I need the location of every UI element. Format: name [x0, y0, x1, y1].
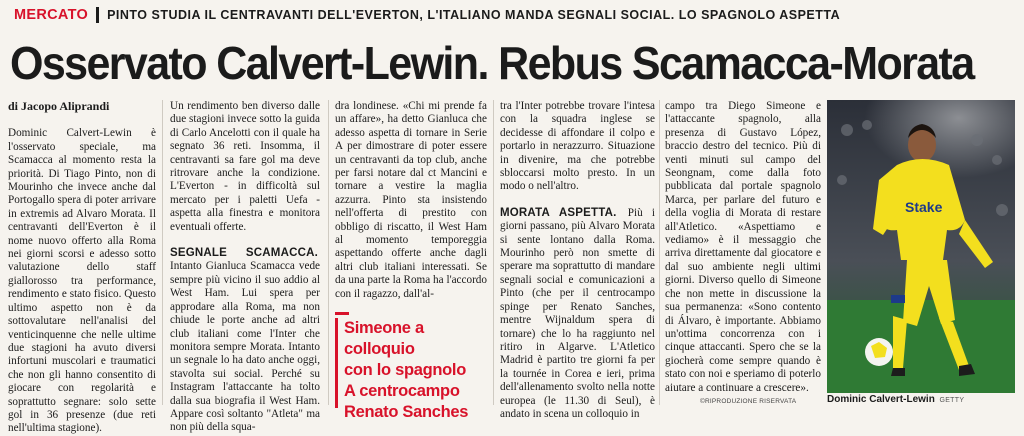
caption-name: Dominic Calvert-Lewin — [827, 394, 935, 405]
article-column-2 — [170, 100, 320, 435]
pull-quote-box — [335, 318, 487, 421]
article-column-1 — [8, 100, 156, 436]
paragraph-text: Intanto Gianluca Scamacca vede sempre più vicino il suo addio al West Ham. Lui spera per approdare alla Roma, ma non chiude le porte anche ad altri club italiani come l'Inter che monitora sempre Morata. Intanto un segnale lo ha dato anche oggi, stavolta sui social. Perché su Instagram l'attaccante ha tolto dalla sua biografia il West Ham. Appare così soltanto "Atleta" ma non più della squa- — [170, 260, 320, 434]
kicker-bar — [0, 0, 1024, 30]
pull-quote-line: Renato Sanches — [344, 403, 469, 421]
headline: Osservato Calvert-Lewin. Rebus Scamacca-Morata — [10, 38, 974, 90]
article-column-5 — [665, 100, 821, 395]
paragraph: Un rendimento ben diverso dalle due stagioni invece sotto la guida di Carlo Ancelotti con il quale ha segnato 36 reti. Insomma, il centravanti sa fare gol ma deve ritrovare anche la condizione. L'Everton - in difficoltà sul mercato per i paletti Uefa - aspetta alla finestra e monitora eventuali offerte. — [170, 100, 320, 233]
subhead: MORATA ASPETTA. — [500, 206, 617, 219]
pull-quote-line: con lo spagnolo — [344, 361, 466, 379]
pull-quote-line: Simeone a colloquio — [344, 319, 424, 358]
paragraph: Dominic Calvert-Lewin è l'osservato speciale, ma Scamacca al momento resta la priorità. Di Tiago Pinto, non di Mourinho che invece anche dal Portogallo spera di poter arrivare in extremis ad Alvaro Morata. Il centravanti dell'Everton è il nome nuovo offerto alla Roma nei giorni scorsi e adesso sotto valutazione dello staff giallorosso tra performance, rendimento e stato fisico. Questo ultimo aspetto non è da sottovalutare nell'analisi del venticinquenne che nelle ultime due stagioni ha avuto diversi infortuni muscolari e traumatici che non gli hanno consentito di giocare con regolarità e soprattutto segnare: solo sette gol in 36 presenze (due reti nell'ultima stagione). — [8, 127, 156, 435]
paragraph: campo tra Diego Simeone e l'attaccante spagnolo, alla presenza di Gustavo López, braccio destro del tecnico. Più di venti minuti sul campo del Seongnam, come dalla foto pubblicata dal portale spagnolo Marca, per parlare del futuro e della voglia di Morata di restare all'Atletico. «Aspettiamo e vediamo» è il messaggio che arriva direttamente dal giocatore e dal suo ambiente negli ultimi giorni. Diverso quello di Simeone che non mette in discussione la sua permanenza: «Sono contento di Álvaro, è importante. Abbiamo un'ottima concorrenza con i cinque attaccanti. Spero che se la giocherà come sempre quando è stato con noi e speriamo di poterlo aiutare a continuare a crescere». — [665, 100, 821, 394]
paragraph: dra londinese. «Chi mi prende fa un affare», ha detto Gianluca che adesso aspetta di tornare in Serie A per dimostrare di poter essere un centravanti da top club, anche per farsi notare dal ct Mancini e tornare a vestire la maglia azzurra. Pinto sta insistendo nell'offerta di prestito con obbligo di riscatto, il West Ham al momento temporeggia aspettando offerte anche dagli altri club italiani interessati. Se da una parte la Roma ha l'accordo con il ragazzo, dall'al- — [335, 100, 487, 300]
kicker-divider — [96, 7, 99, 23]
paragraph: tra l'Inter potrebbe trovare l'intesa con la squadra inglese se decidesse di affondare il colpo e portarlo in nerazzurro. Situazione in divenire, ma che potrebbe sbloccarsi molto presto. In un modo o nell'altro. — [500, 100, 655, 193]
copyright-notice: ©RIPRODUZIONE RISERVATA — [700, 398, 797, 405]
column-rule — [493, 100, 494, 405]
pull-quote-line: A centrocampo — [344, 382, 460, 400]
paragraph — [500, 207, 655, 422]
byline: di Jacopo Aliprandi — [8, 99, 110, 113]
photo-caption — [827, 394, 1015, 405]
column-rule — [162, 100, 163, 405]
column-rule — [328, 100, 329, 405]
column-rule — [659, 100, 660, 405]
kicker-text: PINTO STUDIA IL CENTRAVANTI DELL'EVERTON, L'ITALIANO MANDA SEGNALI SOCIAL. LO SPAGNOLO ASPETTA — [107, 8, 841, 22]
subhead: SEGNALE SCAMACCA. — [170, 247, 318, 260]
article-column-3 — [335, 100, 487, 301]
section-label: MERCATO — [14, 7, 89, 23]
article-column-4 — [500, 100, 655, 421]
paragraph-text: Più i giorni passano, più Alvaro Morata si sente lontano dalla Roma. Mourinho però non smette di sperare ma soprattutto di mandare segnali social e comunicazioni a Pinto (che per il centrocampo spinge per Renato Sanches, mentre Wijnaldum spera di tornare) che lo ha raggiunto nel ritiro in Algarve. L'Atletico Madrid è partito tre giorni fa per la tournée in Corea e ieri, prima dell'allenamento svolto nella notte europea (le 11.30 di Seul), è andato in scena un colloquio in — [500, 206, 655, 420]
player-photo-illustration — [827, 100, 1015, 393]
paragraph — [170, 247, 320, 435]
player-photo — [827, 100, 1015, 393]
shirt-sponsor-text: Stake — [905, 199, 943, 215]
photo-credit: GETTY — [939, 397, 965, 404]
pull-quote-accent — [335, 312, 349, 315]
